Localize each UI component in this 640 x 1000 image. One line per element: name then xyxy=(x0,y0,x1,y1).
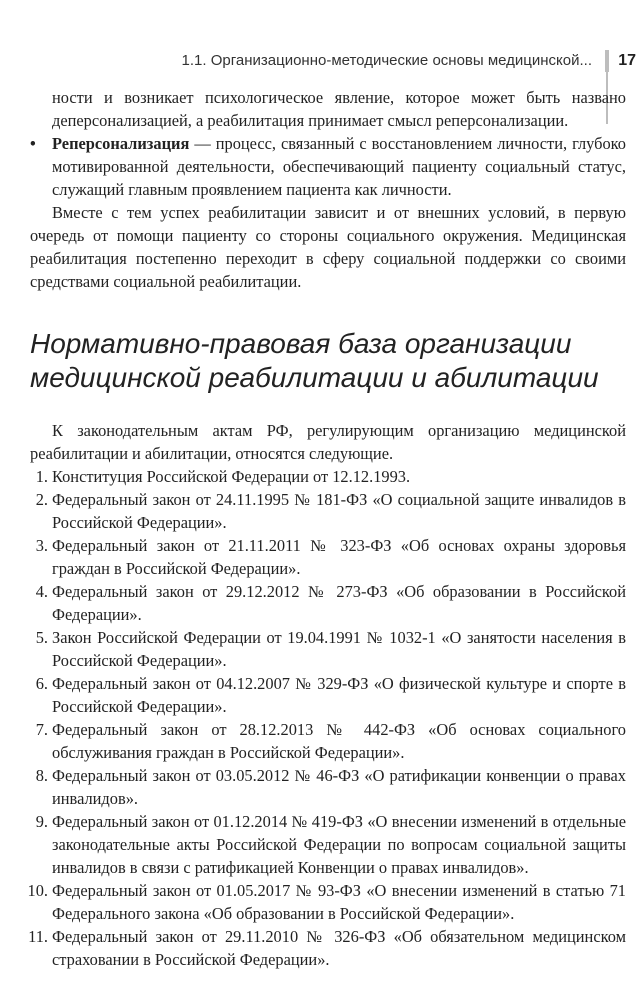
list-item-text: Федеральный закон от 21.11.2011 № 323-ФЗ «Об основах охраны здоровья граждан в Российской Федерации». xyxy=(52,536,626,578)
page-body xyxy=(27,86,626,971)
list-item xyxy=(30,718,626,764)
page-number: 17 xyxy=(618,52,636,69)
list-item-number: 3. xyxy=(35,536,48,555)
laws-list xyxy=(27,465,626,971)
page-header xyxy=(0,50,640,72)
list-item-number: 4. xyxy=(35,582,48,601)
bullet-symbol: • xyxy=(30,134,36,153)
bullet-term: Реперсонализация xyxy=(52,134,190,153)
list-item-text: Федеральный закон от 29.11.2010 № 326-ФЗ «Об обязательном медицинском страховании в Российской Федерации». xyxy=(52,927,626,969)
list-item-text: Федеральный закон от 01.12.2014 № 419-ФЗ «О внесении изменений в отдельные законодательные акты Российской Федерации по вопросам социальной защиты инвалидов в связи с ратификацией Конвенции о правах инвалидов». xyxy=(52,812,626,877)
list-item xyxy=(30,465,626,488)
continuation-text: ности и возникает психологическое явление, которое может быть названо деперсонализацией, а реабилитация принимает смысл реперсонализации. xyxy=(52,88,626,130)
bullet-item-repersonalization xyxy=(30,132,626,201)
list-item-number: 5. xyxy=(35,628,48,647)
list-item-text: Федеральный закон от 04.12.2007 № 329-ФЗ «О физической культуре и спорте в Российской Федерации». xyxy=(52,674,626,716)
list-item-number: 6. xyxy=(35,674,48,693)
list-item-number: 1. xyxy=(35,467,48,486)
list-item xyxy=(30,764,626,810)
list-item-number: 11. xyxy=(28,927,48,946)
list-item xyxy=(30,626,626,672)
list-item-text: Федеральный закон от 03.05.2012 № 46-ФЗ «О ратификации конвенции о правах инвалидов». xyxy=(52,766,626,808)
list-item-number: 8. xyxy=(35,766,48,785)
section-lead: К законодательным актам РФ, регулирующим организацию медицинской реабилитации и абилитации, относятся следующие. xyxy=(30,421,626,463)
list-item xyxy=(30,580,626,626)
list-item xyxy=(30,672,626,718)
list-item xyxy=(30,488,626,534)
section-heading: Нормативно-правовая база организации медицинской реабилитации и абилитации xyxy=(30,328,599,393)
running-head: 1.1. Организационно-методические основы медицинской... xyxy=(181,52,592,69)
list-item-text: Федеральный закон от 01.05.2017 № 93-ФЗ «О внесении изменений в статью 71 Федерального закона «Об образовании в Российской Федерации». xyxy=(52,881,626,923)
list-item-number: 10. xyxy=(27,881,48,900)
list-item-number: 7. xyxy=(35,720,48,739)
list-item-text: Федеральный закон от 29.12.2012 № 273-ФЗ «Об образовании в Российской Федерации». xyxy=(52,582,626,624)
list-item-number: 2. xyxy=(35,490,48,509)
list-item xyxy=(27,879,626,925)
list-item-text: Конституция Российской Федерации от 12.12.1993. xyxy=(52,467,411,486)
list-item-text: Федеральный закон от 28.12.2013 № 442-ФЗ «Об основах социального обслуживания граждан в Российской Федерации». xyxy=(52,720,626,762)
list-item xyxy=(30,534,626,580)
list-item xyxy=(30,810,626,879)
bullet-text: — процесс, связанный с восстановлением личности, глубоко мотивированной деятельности, обеспечивающий пациенту социальный статус, служащий главным проявлением пациента как личности. xyxy=(52,134,626,199)
list-item-text: Закон Российской Федерации от 19.04.1991 № 1032-1 «О занятости населения в Российской Федерации». xyxy=(52,628,626,670)
body-paragraph: Вместе с тем успех реабилитации зависит и от внешних условий, в первую очередь от помощи пациенту со стороны социального окружения. Медицинская реабилитация постепенно переходит в сферу социальной поддержки со своими средствами социальной реабилитации. xyxy=(30,203,626,291)
list-item-number: 9. xyxy=(35,812,48,831)
list-item xyxy=(30,925,626,971)
list-item-text: Федеральный закон от 24.11.1995 № 181-ФЗ «О социальной защите инвалидов в Российской Федерации». xyxy=(52,490,626,532)
